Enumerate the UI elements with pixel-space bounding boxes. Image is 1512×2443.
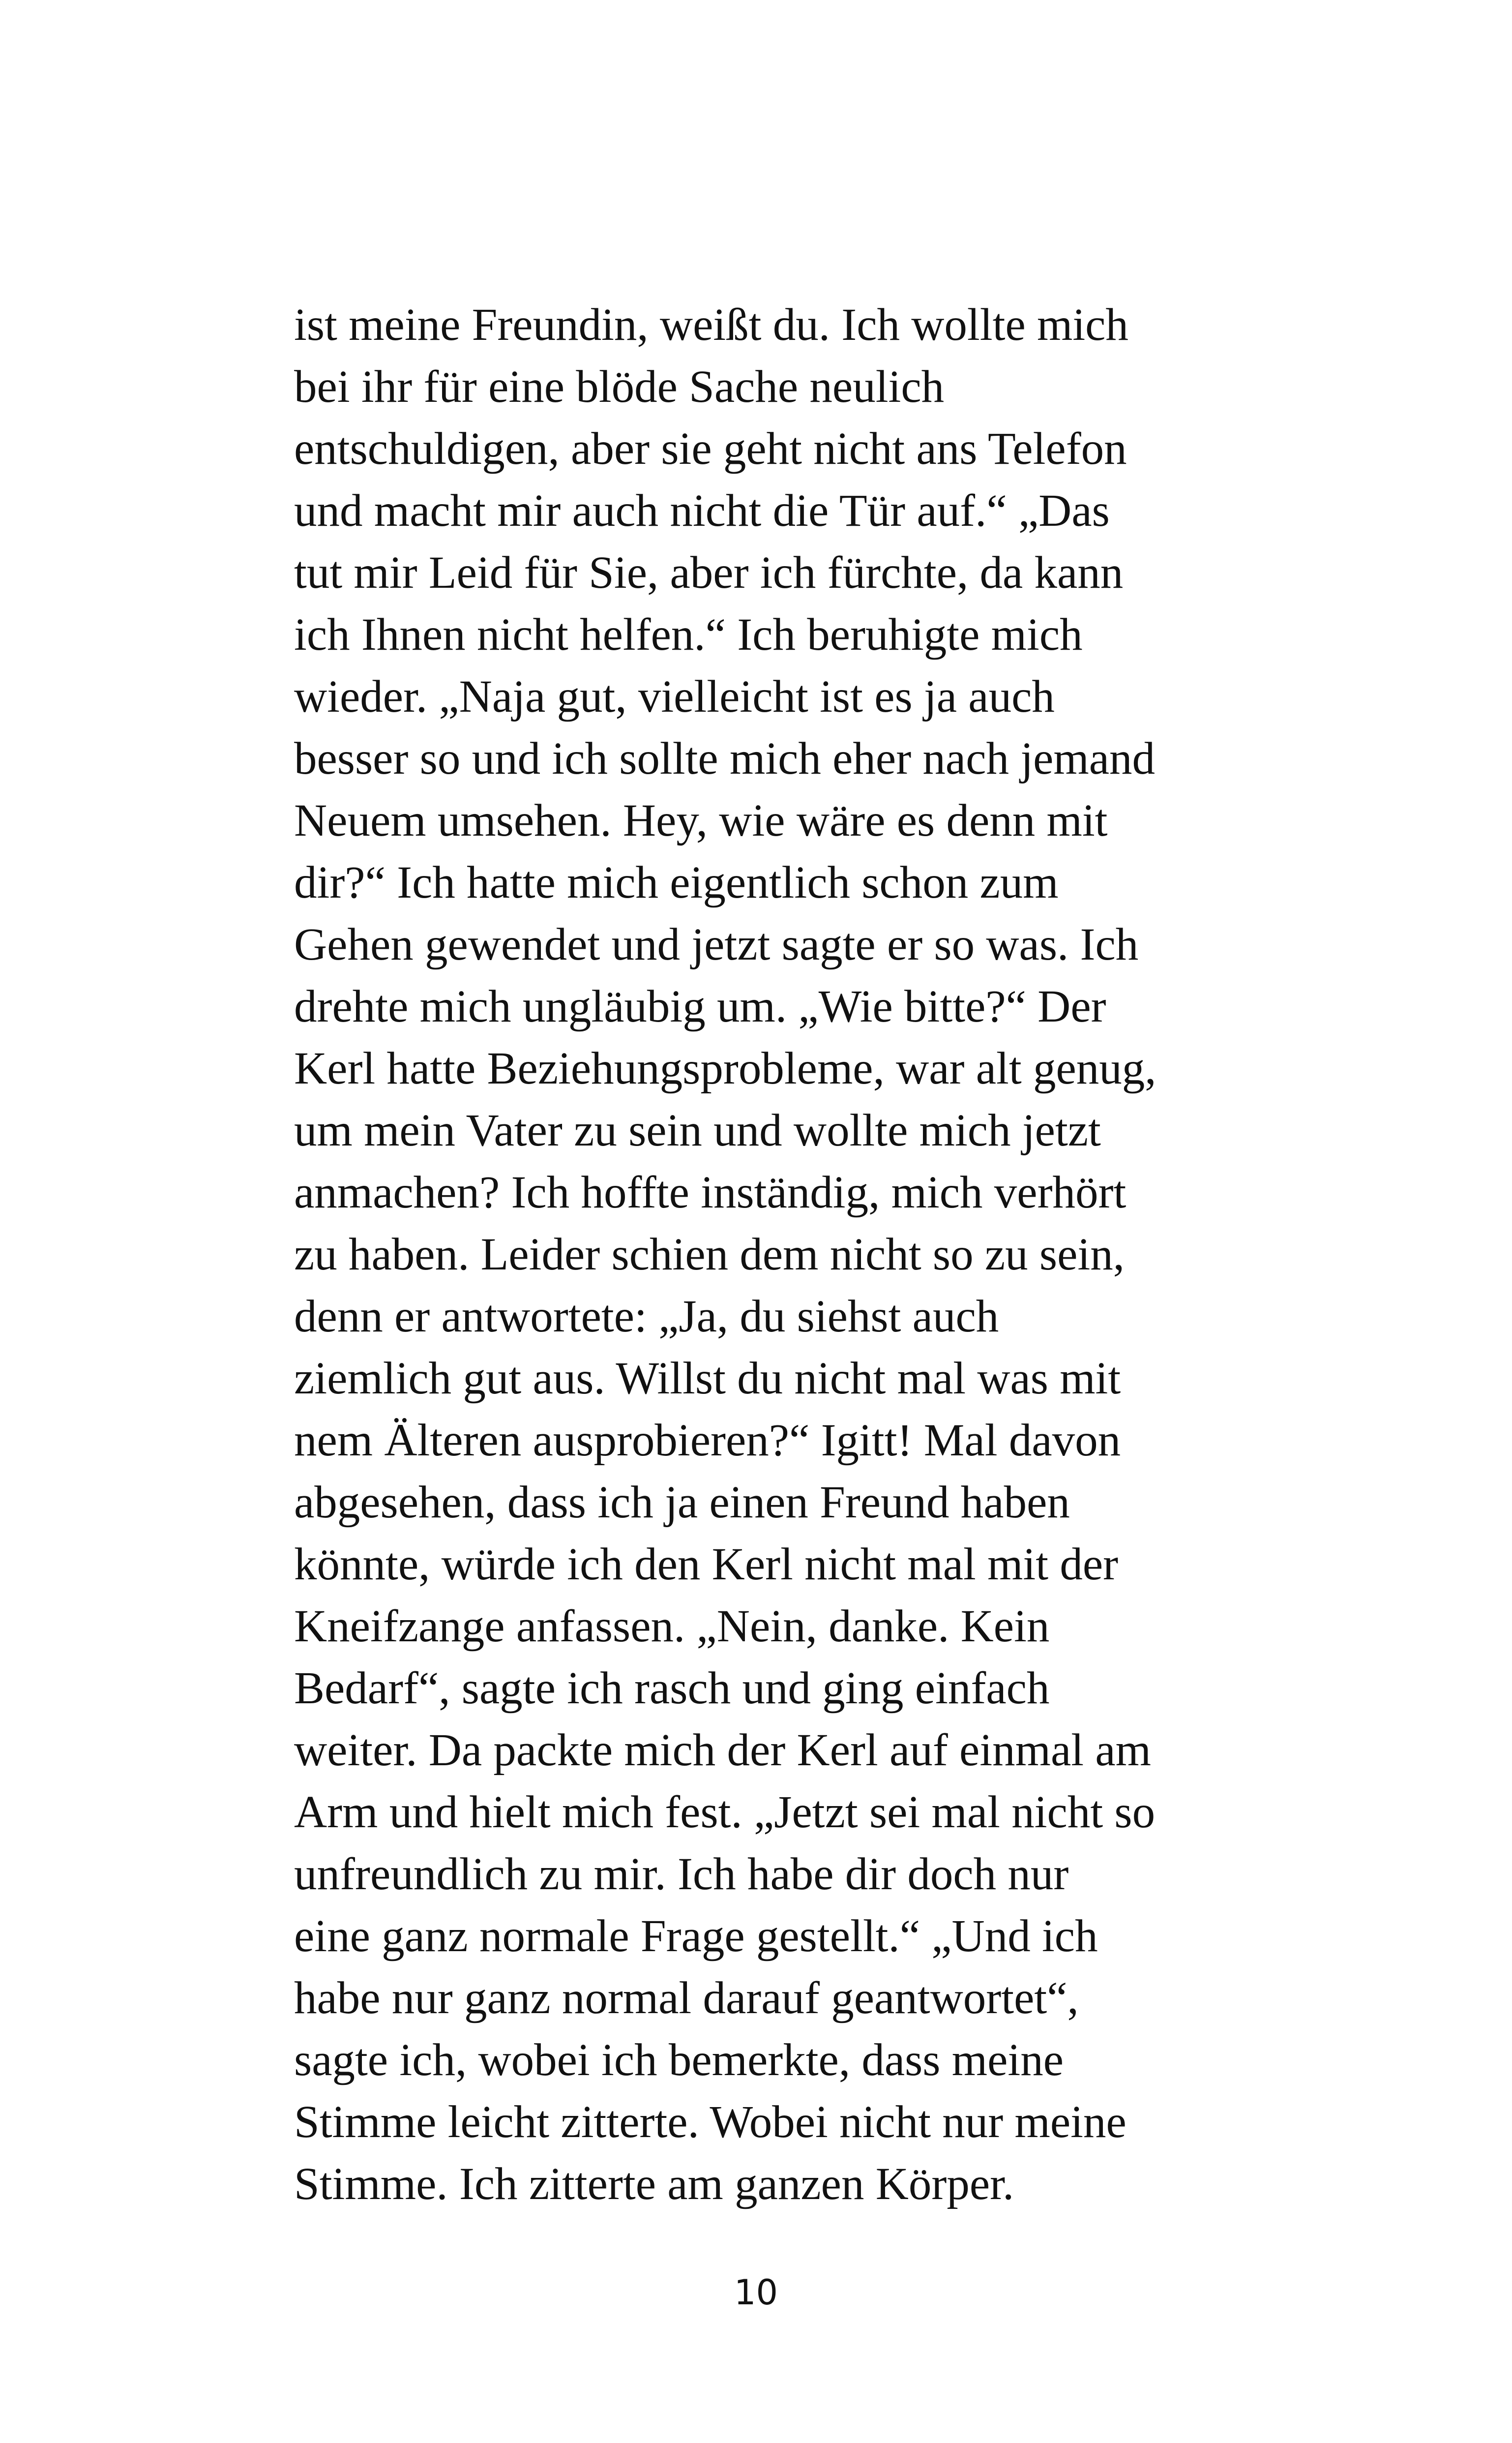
text-line: habe nur ganz normal darauf geantwortet“, [294, 1973, 1079, 2023]
text-line: bei ihr für eine blöde Sache neulich [294, 362, 945, 412]
text-line: Kneifzange anfassen. „Nein, danke. Kein [294, 1601, 1050, 1652]
page-number: 10 [734, 2272, 778, 2313]
text-line: nem Älteren ausprobieren?“ Igitt! Mal davon [294, 1415, 1121, 1466]
text-line: ziemlich gut aus. Willst du nicht mal was mit [294, 1353, 1121, 1404]
text-line: Stimme leicht zitterte. Wobei nicht nur meine [294, 2097, 1127, 2147]
text-line: Arm und hielt mich fest. „Jetzt sei mal nicht so [294, 1787, 1156, 1838]
text-line: Kerl hatte Beziehungsprobleme, war alt genug, [294, 1043, 1156, 1094]
text-line: zu haben. Leider schien dem nicht so zu sein, [294, 1229, 1125, 1280]
text-line: wieder. „Naja gut, vielleicht ist es ja auch [294, 671, 1055, 722]
body-text [294, 294, 1277, 2215]
text-line: und macht mir auch nicht die Tür auf.“ „Das [294, 485, 1110, 536]
text-line: ich Ihnen nicht helfen.“ Ich beruhigte mich [294, 609, 1083, 660]
text-line: sagte ich, wobei ich bemerkte, dass meine [294, 2035, 1064, 2085]
text-line: könnte, würde ich den Kerl nicht mal mit der [294, 1539, 1119, 1590]
text-line: dir?“ Ich hatte mich eigentlich schon zum [294, 857, 1059, 908]
text-line: abgesehen, dass ich ja einen Freund haben [294, 1477, 1070, 1528]
text-line: unfreundlich zu mir. Ich habe dir doch nur [294, 1849, 1069, 1900]
text-line: anmachen? Ich hoffte inständig, mich verhört [294, 1167, 1127, 1218]
text-line: weiter. Da packte mich der Kerl auf einmal am [294, 1725, 1151, 1776]
text-line: Gehen gewendet und jetzt sagte er so was. Ich [294, 919, 1139, 970]
text-line: Stimme. Ich zitterte am ganzen Körper. [294, 2159, 1014, 2209]
text-line: um mein Vater zu sein und wollte mich jetzt [294, 1105, 1101, 1156]
text-line: drehte mich ungläubig um. „Wie bitte?“ Der [294, 981, 1106, 1032]
text-line: Neuem umsehen. Hey, wie wäre es denn mit [294, 795, 1108, 846]
text-line: entschuldigen, aber sie geht nicht ans Telefon [294, 423, 1127, 474]
text-line: ist meine Freundin, weißt du. Ich wollte mich [294, 300, 1128, 350]
text-line: Bedarf“, sagte ich rasch und ging einfach [294, 1663, 1050, 1714]
text-line: besser so und ich sollte mich eher nach jemand [294, 733, 1155, 784]
text-line: eine ganz normale Frage gestellt.“ „Und ich [294, 1911, 1098, 1961]
text-line: denn er antwortete: „Ja, du siehst auch [294, 1291, 999, 1342]
text-line: tut mir Leid für Sie, aber ich fürchte, da kann [294, 547, 1124, 598]
